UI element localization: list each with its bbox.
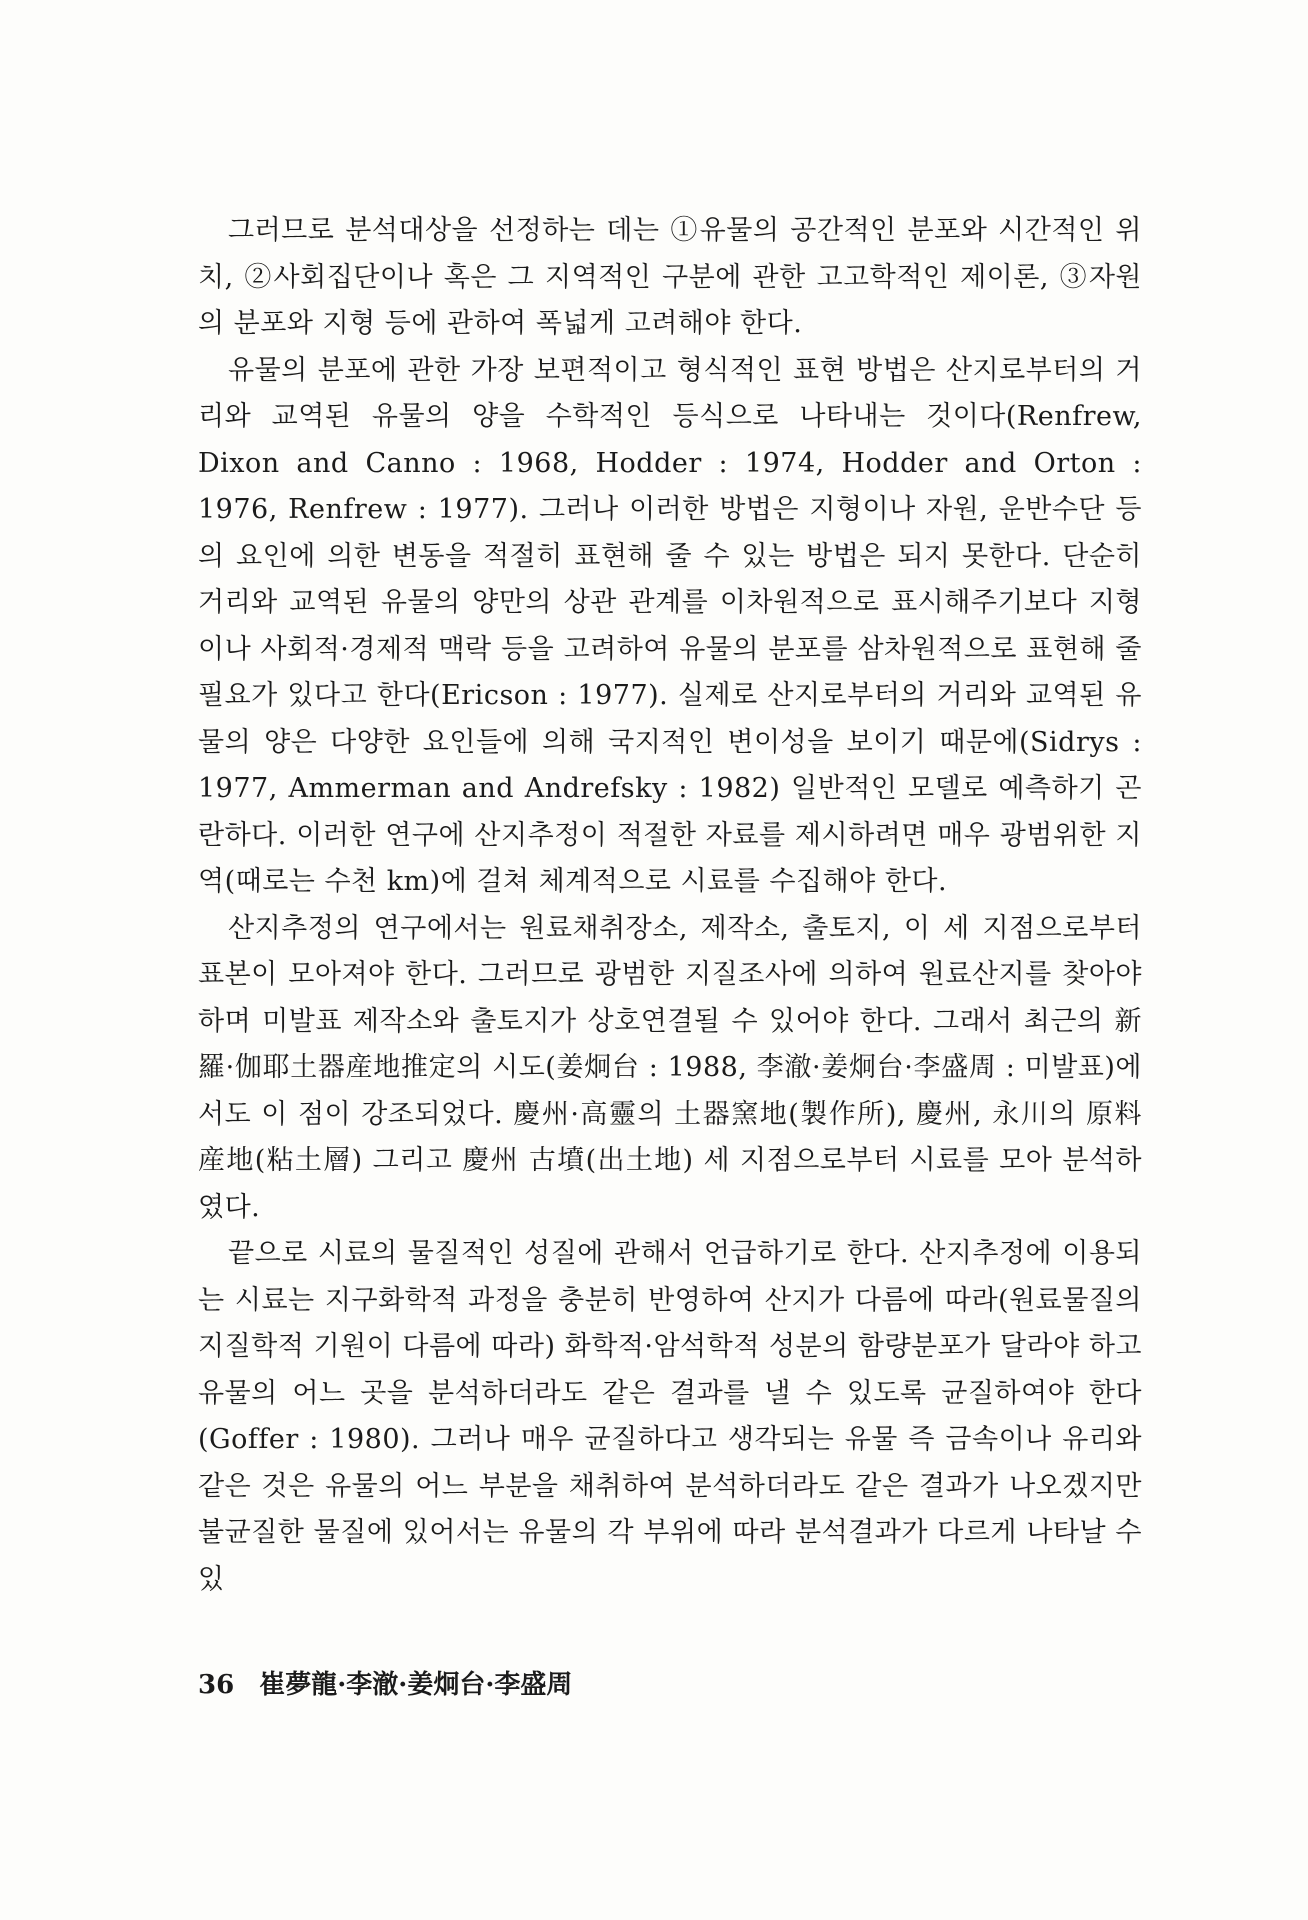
paragraph-2: 유물의 분포에 관한 가장 보편적이고 형식적인 표현 방법은 산지로부터의 거리와 교역된 유물의 양을 수학적인 등식으로 나타내는 것이다(Renfrew, Dixon and Canno : 1968, Hodder : 1974, Hodder and Orton : 1976, Renfrew : 1977). 그러나 이러한 방법은 지형이나 자원, 운반수단 등의 요인에 의한 변동을 적절히 표현해 줄 수 있는 방법은 되지 못한다. 단순히 거리와 교역된 유물의 양만의 상관 관계를 이차원적으로 표시해주기보다 지형이나 사회적·경제적 맥락 등을 고려하여 유물의 분포를 삼차원적으로 표현해 줄 필요가 있다고 한다(Ericson : 1977). 실제로 산지로부터의 거리와 교역된 유물의 양은 다양한 요인들에 의해 국지적인 변이성을 보이기 때문에(Sidrys : 1977, Ammerman and Andrefsky : 1982) 일반적인 모델로 예측하기 곤란하다. 이러한 연구에 산지추정이 적절한 자료를 제시하려면 매우 광범위한 지역(때로는 수천 km)에 걸쳐 체계적으로 시료를 수집해야 한다. xyxy=(198,354,1142,897)
page-footer xyxy=(198,1664,572,1701)
body-text xyxy=(198,208,1142,1603)
paragraph-3: 산지추정의 연구에서는 원료채취장소, 제작소, 출토지, 이 세 지점으로부터 표본이 모아져야 한다. 그러므로 광범한 지질조사에 의하여 원료산지를 찾아야 하며 미발표 제작소와 출토지가 상호연결될 수 있어야 한다. 그래서 최근의 新羅·伽耶土器産地推定의 시도(姜炯台 : 1988, 李澈·姜炯台·李盛周 : 미발표)에서도 이 점이 강조되었다. 慶州·高靈의 土器窯地(製作所), 慶州, 永川의 原料産地(粘土層) 그리고 慶州 古墳(出土地) 세 지점으로부터 시료를 모아 분석하였다. xyxy=(198,912,1142,1223)
paragraph-4: 끝으로 시료의 물질적인 성질에 관해서 언급하기로 한다. 산지추정에 이용되는 시료는 지구화학적 과정을 충분히 반영하여 산지가 다름에 따라(원료물질의 지질학적 기원이 다름에 따라) 화학적·암석학적 성분의 함량분포가 달라야 하고 유물의 어느 곳을 분석하더라도 같은 결과를 낼 수 있도록 균질하여야 한다(Goffer : 1980). 그러나 매우 균질하다고 생각되는 유물 즉 금속이나 유리와 같은 것은 유물의 어느 부분을 채취하여 분석하더라도 같은 결과가 나오겠지만 불균질한 물질에 있어서는 유물의 각 부위에 따라 분석결과가 다르게 나타날 수 있 xyxy=(198,1238,1142,1595)
page-number: 36 xyxy=(198,1670,235,1700)
footer-authors: 崔夢龍·李澈·姜炯台·李盛周 xyxy=(259,1670,573,1700)
paragraph-1: 그러므로 분석대상을 선정하는 데는 ①유물의 공간적인 분포와 시간적인 위치, ②사회집단이나 혹은 그 지역적인 구분에 관한 고고학적인 제이론, ③자원의 분포와 지형 등에 관하여 폭넓게 고려해야 한다. xyxy=(198,215,1142,339)
